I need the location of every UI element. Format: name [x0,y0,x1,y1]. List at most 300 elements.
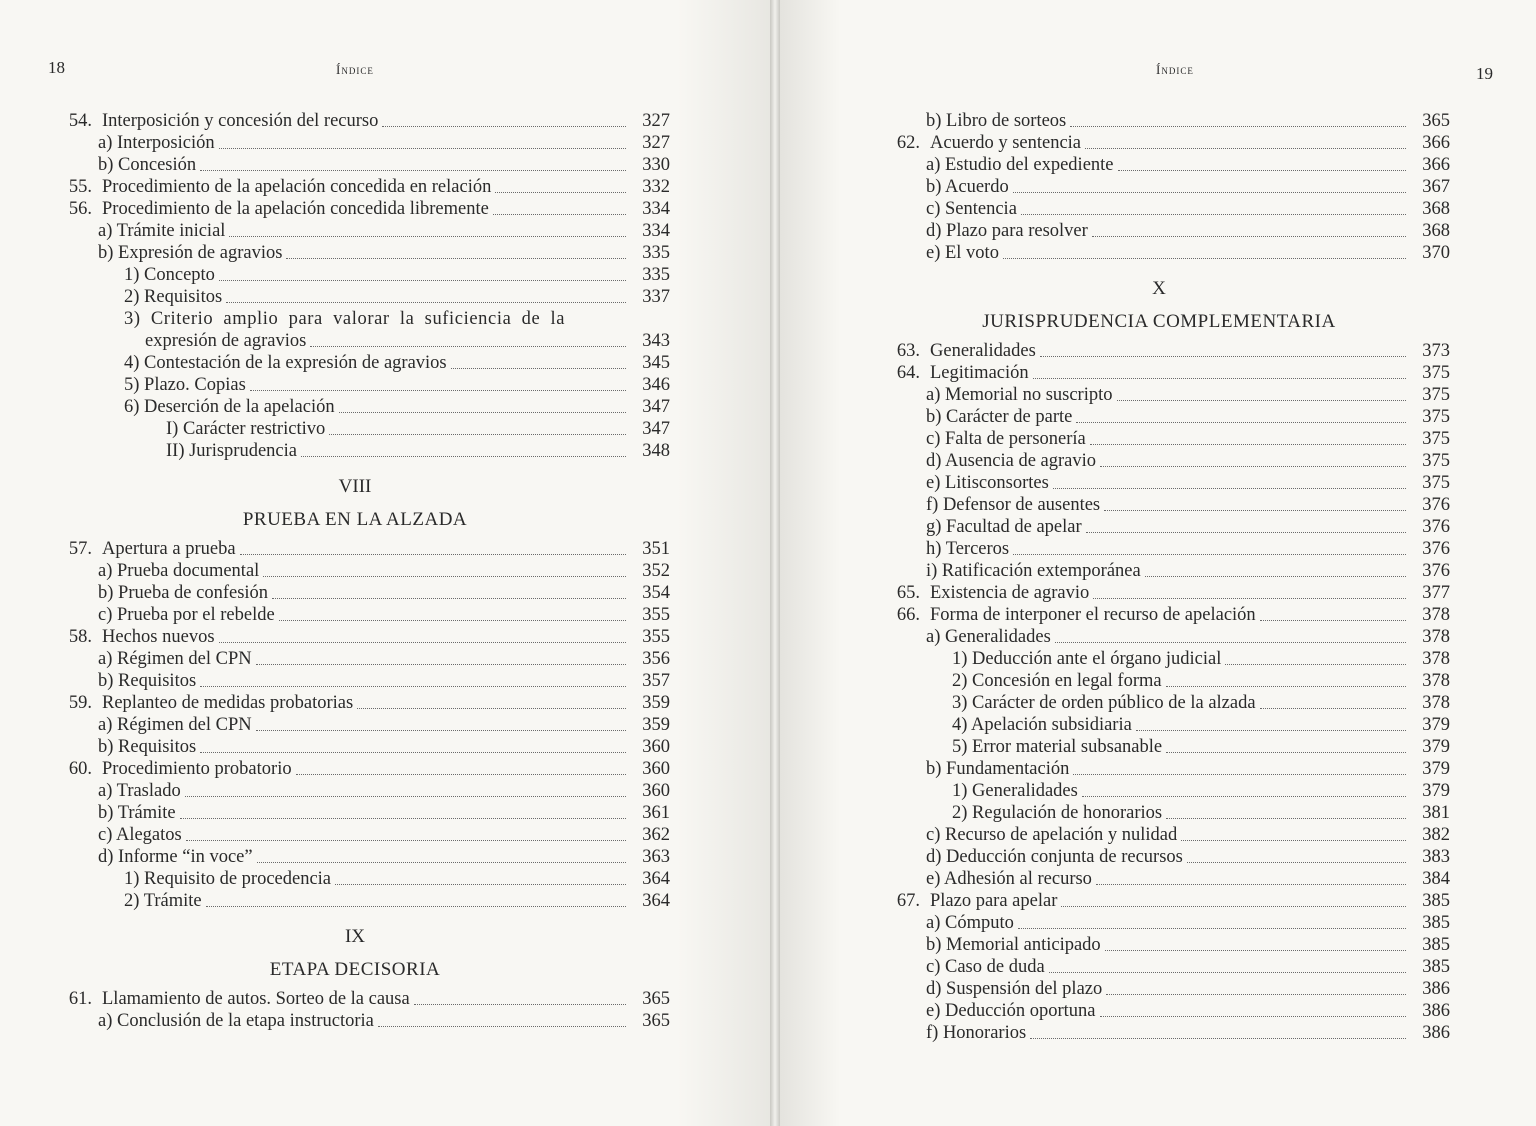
section-title: ETAPA DECISORIA [269,959,441,980]
entry-title: b) Trámite [98,803,176,823]
section-number: X [1152,278,1166,299]
toc-entry [868,560,1450,582]
entry-page: 355 [642,605,670,625]
entry-page: 360 [642,781,670,801]
dot-leader [1018,927,1406,929]
toc-entry [868,472,1450,494]
entry-title: Procedimiento probatorio [102,759,292,779]
entry-title: b) Expresión de agravios [98,243,283,263]
toc-entry [40,626,670,648]
entry-title: d) Deducción conjunta de recursos [926,847,1183,867]
entry-title: e) Adhesión al recurso [926,869,1092,889]
dot-leader [451,367,626,369]
dot-leader [185,795,626,797]
toc-entry [868,450,1450,472]
entry-page: 375 [1422,407,1450,427]
toc-entry [868,582,1450,604]
toc-entry [40,604,670,626]
dot-leader [357,707,626,709]
entry-page: 355 [642,627,670,647]
entry-page: 364 [642,869,670,889]
toc-entry [868,154,1450,176]
dot-leader [1187,861,1406,863]
dot-leader [256,663,626,665]
entry-page: 373 [1422,341,1450,361]
entry-page: 385 [1422,891,1450,911]
toc-entry [40,308,670,330]
toc-entry [868,626,1450,648]
entry-title: 3) Carácter de orden público de la alzada [952,693,1256,713]
entry-title: d) Suspensión del plazo [926,979,1103,999]
entry-page: 365 [1422,111,1450,131]
dot-leader [229,235,626,237]
dot-leader [219,641,626,643]
running-head: Índice [336,62,374,77]
dot-leader [296,773,626,775]
toc-entry [868,780,1450,802]
dot-leader [1100,1015,1406,1017]
entry-page: 385 [1422,957,1450,977]
entry-page: 385 [1422,913,1450,933]
entry-page: 378 [1422,671,1450,691]
toc-entry [40,648,670,670]
entry-title: d) Informe “in voce” [98,847,253,867]
entry-title: 1) Requisito de procedencia [124,869,332,889]
entry-title: 4) Apelación subsidiaria [952,715,1132,735]
entry-title: c) Recurso de apelación y nulidad [926,825,1178,845]
entry-number: 67. [896,891,920,911]
toc-entry [868,384,1450,406]
toc-entry [868,132,1450,154]
toc-entry [40,890,670,912]
entry-page: 347 [642,419,670,439]
toc-entry [40,868,670,890]
entry-title: Apertura a prueba [102,539,236,559]
entry-title: e) El voto [926,243,999,263]
entry-page: 334 [642,221,670,241]
entry-page: 366 [1422,155,1450,175]
entry-title: Llamamiento de autos. Sorteo de la causa [102,989,410,1009]
toc-entry [868,868,1450,890]
entry-page: 346 [642,375,670,395]
entry-page: 367 [1422,177,1450,197]
toc-entry [40,264,670,286]
entry-page: 357 [642,671,670,691]
toc-entry [868,934,1450,956]
entry-title: a) Trámite inicial [98,221,226,241]
entry-page: 381 [1422,803,1450,823]
entry-title: a) Conclusión de la etapa instructoria [98,1011,374,1031]
entry-title: 2) Requisitos [124,287,223,307]
toc-entry [40,286,670,308]
entry-title: 2) Trámite [124,891,202,911]
toc-entry [40,330,670,352]
entry-title: Procedimiento de la apelación concedida libremente [102,199,489,219]
entry-title: b) Requisitos [98,671,197,691]
entry-page: 376 [1422,495,1450,515]
toc-entry [40,988,670,1010]
toc-entry [40,396,670,418]
entry-page: 368 [1422,199,1450,219]
entry-title: c) Sentencia [926,199,1017,219]
entry-title: b) Carácter de parte [926,407,1073,427]
entry-number: 61. [68,989,92,1009]
toc-entry [40,758,670,780]
entry-title: f) Honorarios [926,1023,1027,1043]
entry-page: 375 [1422,385,1450,405]
dot-leader [200,169,626,171]
toc-entry [868,220,1450,242]
dot-leader [310,345,626,347]
toc-entry [868,956,1450,978]
toc-entry [868,648,1450,670]
dot-leader [1040,355,1406,357]
page-number: 18 [48,58,65,77]
entry-number: 58. [68,627,92,647]
section-title: JURISPRUDENCIA COMPLEMENTARIA [982,311,1336,332]
dot-leader [240,553,626,555]
entry-title: b) Memorial anticipado [926,935,1101,955]
entry-title: b) Requisitos [98,737,197,757]
entry-page: 386 [1422,1001,1450,1021]
dot-leader [1145,575,1406,577]
entry-page: 356 [642,649,670,669]
toc-entry [868,670,1450,692]
dot-leader [1049,971,1406,973]
dot-leader [1030,1037,1406,1039]
toc-entry [868,890,1450,912]
entry-page: 384 [1422,869,1450,889]
toc-entry [40,440,670,462]
entry-title: a) Memorial no suscripto [926,385,1113,405]
toc-entry [40,670,670,692]
dot-leader [257,861,626,863]
toc-entry [40,780,670,802]
toc-entry [40,198,670,220]
entry-title: I) Carácter restrictivo [166,419,326,439]
toc-entry [868,340,1450,362]
toc-entry [40,692,670,714]
toc-entry [868,758,1450,780]
section-heading [40,922,670,988]
toc-entry [868,978,1450,1000]
dot-leader [1093,597,1406,599]
entry-title: b) Libro de sorteos [926,111,1067,131]
entry-number: 64. [896,363,920,383]
entry-title: b) Fundamentación [926,759,1070,779]
entry-number: 62. [896,133,920,153]
toc-entry [868,604,1450,626]
dot-leader [1166,751,1406,753]
dot-leader [206,905,626,907]
toc-entry [868,824,1450,846]
entry-page: 363 [642,847,670,867]
entry-page: 345 [642,353,670,373]
entry-title: Generalidades [930,341,1036,361]
entry-title: 3) Criterio amplio para valorar la suficiencia de la [124,309,566,329]
entry-page: 343 [642,331,670,351]
dot-leader [1055,641,1406,643]
entry-page: 337 [642,287,670,307]
dot-leader [1003,257,1406,259]
entry-title: a) Interposición [98,133,215,153]
dot-leader [382,125,626,127]
dot-leader [180,817,626,819]
right-page [780,0,1536,1126]
toc-entry [40,110,670,132]
entry-title: d) Plazo para resolver [926,221,1088,241]
entry-title: a) Cómputo [926,913,1014,933]
entry-page: 335 [642,243,670,263]
toc-entry [40,846,670,868]
toc-entry [40,418,670,440]
entry-page: 359 [642,693,670,713]
dot-leader [414,1003,626,1005]
entry-title: c) Caso de duda [926,957,1045,977]
entry-title: a) Régimen del CPN [98,649,252,669]
entry-page: 361 [642,803,670,823]
section-number: IX [344,926,366,947]
dot-leader [339,411,626,413]
toc-entry [868,428,1450,450]
entry-title: e) Deducción oportuna [926,1001,1096,1021]
toc-entry [40,242,670,264]
toc-entry [868,714,1450,736]
toc-entry [40,176,670,198]
entry-title: Hechos nuevos [102,627,215,647]
dot-leader [301,455,626,457]
entry-number: 55. [68,177,92,197]
toc-entry [40,714,670,736]
dot-leader [1117,399,1407,401]
dot-leader [1181,839,1406,841]
entry-title: a) Prueba documental [98,561,260,581]
entry-page: 376 [1422,561,1450,581]
entry-title: 2) Concesión en legal forma [952,671,1162,691]
toc-entry [868,110,1450,132]
dot-leader [219,279,626,281]
toc-entry [40,538,670,560]
entry-page: 368 [1422,221,1450,241]
dot-leader [226,301,626,303]
dot-leader [256,729,626,731]
entry-page: 364 [642,891,670,911]
entry-page: 360 [642,759,670,779]
toc-entry [868,692,1450,714]
toc-entry [868,912,1450,934]
entry-page: 362 [642,825,670,845]
toc-entry [868,538,1450,560]
entry-page: 379 [1422,781,1450,801]
entry-number: 60. [68,759,92,779]
entry-page: 352 [642,561,670,581]
dot-leader [1061,905,1406,907]
entry-title: b) Acuerdo [926,177,1009,197]
entry-page: 335 [642,265,670,285]
entry-page: 378 [1422,649,1450,669]
toc-entry [40,802,670,824]
entry-page: 360 [642,737,670,757]
toc-entry [868,242,1450,264]
toc-entry [868,802,1450,824]
entry-title: Procedimiento de la apelación concedida en relación [102,177,492,197]
entry-title: a) Estudio del expediente [926,155,1114,175]
running-head: Índice [1156,62,1194,77]
dot-leader [1104,509,1406,511]
entry-page: 375 [1422,451,1450,471]
entry-page: 379 [1422,759,1450,779]
toc-entry [868,406,1450,428]
toc-entry [40,1010,670,1032]
dot-leader [1136,729,1406,731]
entry-number: 65. [896,583,920,603]
dot-leader [200,685,626,687]
entry-page: 377 [1422,583,1450,603]
dot-leader [495,191,626,193]
entry-page: 379 [1422,715,1450,735]
entry-title: 1) Generalidades [952,781,1078,801]
dot-leader [1070,125,1406,127]
dot-leader [250,389,626,391]
dot-leader [200,751,626,753]
dot-leader [1085,147,1406,149]
entry-title: c) Falta de personería [926,429,1086,449]
dot-leader [1225,663,1406,665]
entry-title: Existencia de agravio [930,583,1090,603]
entry-title: II) Jurisprudencia [166,441,297,461]
entry-page: 327 [642,133,670,153]
entry-title: a) Traslado [98,781,181,801]
toc-entry [40,220,670,242]
section-heading [40,472,670,538]
entry-title: Interposición y concesión del recurso [102,111,379,131]
entry-page: 330 [642,155,670,175]
dot-leader [1013,191,1406,193]
entry-title: Forma de interponer el recurso de apelación [930,605,1256,625]
dot-leader [1092,235,1406,237]
entry-page: 375 [1422,429,1450,449]
entry-title: 6) Deserción de la apelación [124,397,335,417]
dot-leader [1166,685,1406,687]
dot-leader [1013,553,1406,555]
entry-title: 5) Error material subsanable [952,737,1163,757]
section-title: PRUEBA EN LA ALZADA [242,509,468,530]
entry-title: Plazo para apelar [930,891,1058,911]
entry-title: 1) Concepto [124,265,215,285]
entry-page: 359 [642,715,670,735]
entry-number: 63. [896,341,920,361]
entry-title: expresión de agravios [145,331,307,351]
entry-page: 366 [1422,133,1450,153]
toc-entry [868,1022,1450,1044]
dot-leader [1082,795,1406,797]
dot-leader [493,213,626,215]
entry-page: 365 [642,989,670,1009]
dot-leader [286,257,626,259]
entry-page: 383 [1422,847,1450,867]
entry-title: d) Ausencia de agravio [926,451,1097,471]
toc-entry [868,362,1450,384]
page-number: 19 [1476,64,1493,83]
dot-leader [1053,487,1406,489]
section-number: VIII [338,476,372,497]
entry-page: 376 [1422,517,1450,537]
entry-title: Acuerdo y sentencia [930,133,1082,153]
entry-title: i) Ratificación extemporánea [926,561,1141,581]
toc-entry [40,560,670,582]
entry-title: a) Generalidades [926,627,1051,647]
toc-entry [868,516,1450,538]
dot-leader [378,1025,626,1027]
book-gutter [770,0,780,1126]
entry-page: 370 [1422,243,1450,263]
toc-entry [868,736,1450,758]
entry-title: b) Concesión [98,155,197,175]
toc-entry [40,736,670,758]
dot-leader [1260,619,1406,621]
entry-title: f) Defensor de ausentes [926,495,1101,515]
toc-entry [40,132,670,154]
entry-page: 365 [642,1011,670,1031]
dot-leader [279,619,626,621]
dot-leader [1033,377,1406,379]
table-of-contents [868,110,1450,1044]
entry-title: 1) Deducción ante el órgano judicial [952,649,1222,669]
entry-number: 66. [896,605,920,625]
entry-page: 347 [642,397,670,417]
entry-number: 59. [68,693,92,713]
entry-page: 379 [1422,737,1450,757]
toc-entry [868,176,1450,198]
toc-entry [40,154,670,176]
toc-entry [40,374,670,396]
entry-page: 378 [1422,693,1450,713]
toc-entry [868,494,1450,516]
dot-leader [1021,213,1406,215]
entry-title: Replanteo de medidas probatorias [102,693,354,713]
entry-page: 375 [1422,363,1450,383]
dot-leader [1260,707,1406,709]
toc-entry [40,824,670,846]
entry-page: 348 [642,441,670,461]
entry-page: 385 [1422,935,1450,955]
toc-entry [868,198,1450,220]
entry-title: c) Alegatos [98,825,182,845]
entry-page: 351 [642,539,670,559]
dot-leader [1086,531,1406,533]
dot-leader [263,575,626,577]
entry-title: c) Prueba por el rebelde [98,605,275,625]
entry-title: Legitimación [930,363,1029,383]
entry-page: 354 [642,583,670,603]
dot-leader [1118,169,1406,171]
section-heading [868,274,1450,340]
dot-leader [1076,421,1406,423]
toc-entry [40,582,670,604]
dot-leader [1106,993,1406,995]
entry-title: a) Régimen del CPN [98,715,252,735]
dot-leader [1100,465,1406,467]
entry-title: g) Facultad de apelar [926,517,1082,537]
dot-leader [1090,443,1406,445]
entry-page: 334 [642,199,670,219]
dot-leader [272,597,626,599]
entry-page: 378 [1422,605,1450,625]
dot-leader [219,147,626,149]
entry-page: 332 [642,177,670,197]
entry-title: h) Terceros [926,539,1010,559]
table-of-contents [40,110,670,1032]
